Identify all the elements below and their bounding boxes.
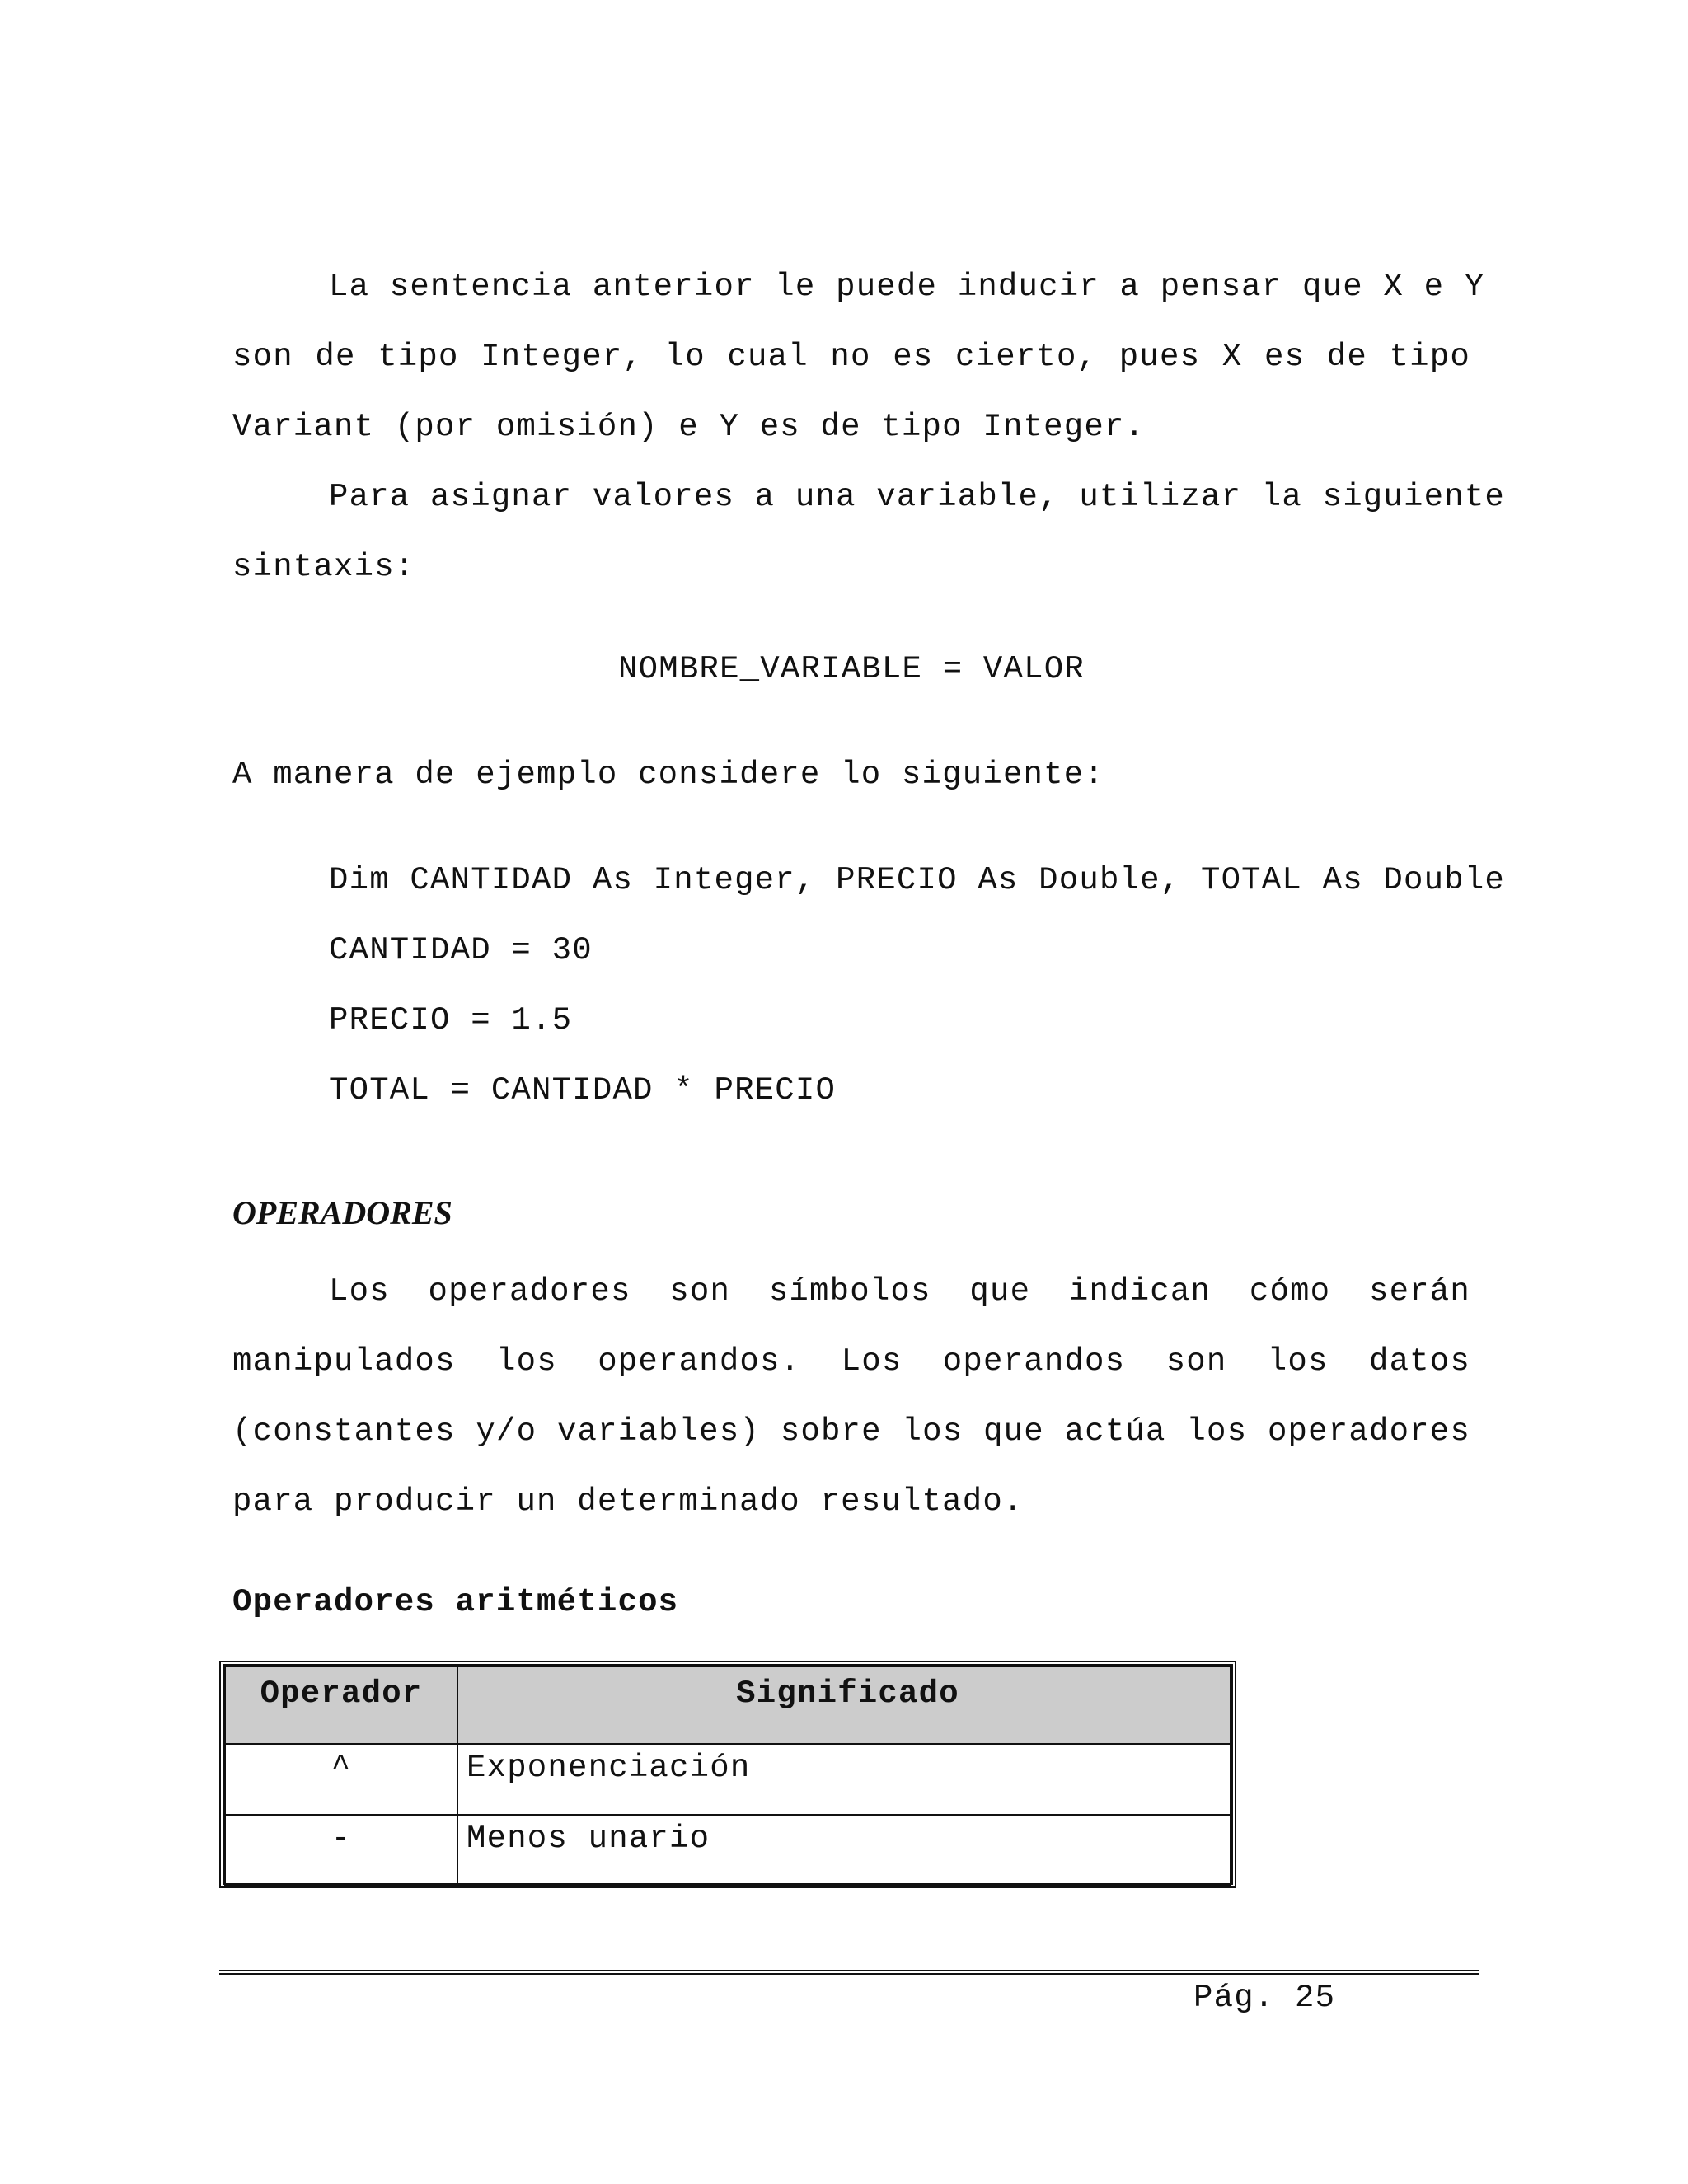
syntax-line: NOMBRE_VARIABLE = VALOR bbox=[618, 651, 1085, 687]
paragraph-2-line-1: Para asignar valores a una variable, utilizar la siguiente bbox=[329, 479, 1506, 515]
page-number: Pág. 25 bbox=[1193, 1980, 1336, 2016]
operators-table-grid bbox=[224, 1666, 1231, 1886]
section-heading: OPERADORES bbox=[232, 1194, 452, 1231]
table-row bbox=[225, 1744, 1231, 1815]
sub-heading: Operadores aritméticos bbox=[232, 1584, 679, 1620]
code-line-3: PRECIO = 1.5 bbox=[329, 1002, 573, 1038]
paragraph-2-line-2: sintaxis: bbox=[232, 549, 415, 585]
code-line-4: TOTAL = CANTIDAD * PRECIO bbox=[329, 1072, 837, 1108]
operators-table bbox=[219, 1661, 1236, 1888]
paragraph-1-line-3: Variant (por omisión) e Y es de tipo Integer. bbox=[232, 409, 1146, 445]
paragraph-3-line-4: para producir un determinado resultado. bbox=[232, 1483, 1024, 1520]
table-cell-operator: - bbox=[225, 1815, 457, 1886]
table-header-row bbox=[225, 1666, 1231, 1744]
example-intro: A manera de ejemplo considere lo siguiente: bbox=[232, 757, 1104, 793]
paragraph-1-line-1: La sentencia anterior le puede inducir a pensar que X e Y bbox=[329, 269, 1485, 305]
footer-rule bbox=[219, 1970, 1479, 1975]
table-cell-operator: ^ bbox=[225, 1744, 457, 1815]
table-header-operator: Operador bbox=[225, 1666, 457, 1744]
code-line-1: Dim CANTIDAD As Integer, PRECIO As Double, TOTAL As Double bbox=[329, 862, 1506, 898]
paragraph-3-line-1: Los operadores son símbolos que indican cómo serán bbox=[329, 1273, 1470, 1310]
paragraph-3-line-2: manipulados los operandos. Los operandos son los datos bbox=[232, 1343, 1470, 1380]
table-cell-meaning: Menos unario bbox=[457, 1815, 1231, 1886]
paragraph-1-line-2: son de tipo Integer, lo cual no es cierto, pues X es de tipo bbox=[232, 339, 1470, 375]
table-cell-meaning: Exponenciación bbox=[457, 1744, 1231, 1815]
paragraph-3-line-3: (constantes y/o variables) sobre los que actúa los operadores bbox=[232, 1413, 1470, 1450]
table-row bbox=[225, 1815, 1231, 1886]
code-line-2: CANTIDAD = 30 bbox=[329, 932, 593, 968]
table-header-meaning: Significado bbox=[457, 1666, 1231, 1744]
